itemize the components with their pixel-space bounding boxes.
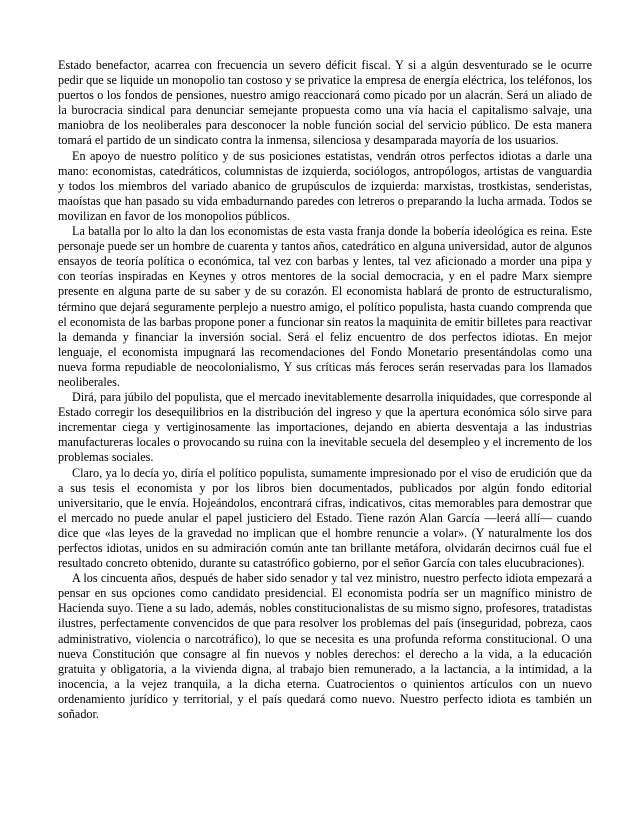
paragraph-4: Dirá, para júbilo del populista, que el mercado inevitablemente desarrolla iniquidades, que corresponde al Estado corregir los desequilibrios en la distribución del ingreso y que la apertura económica sólo sirve para incrementar ciega y vertiginosamente las importaciones, dejando en abierta desventaja a las industrias manufactureras locales o provocando su ruina con la inevitable secuela del desempleo y el incremento de los problemas sociales. [58, 390, 592, 465]
paragraph-5: Claro, ya lo decía yo, diría el político populista, sumamente impresionado por el viso de erudición que da a sus tesis el economista y por los libros bien documentados, publicados por algún fondo editorial universitario, que le envía. Hojeándolos, encontrará cifras, indicativos, citas memorables para demostrar que el mercado no puede anular el papel justiciero del Estado. Tiene razón Alan García —leerá allí— cuando dice que «las leyes de la gravedad no implican que el hombre renuncie a volar». (Y naturalmente los dos perfectos idiotas, unidos en su admiración común ante tan brillante metáfora, olvidarán decirnos cuál fue el resultado concreto obtenido, durante su catastrófico gobierno, por el señor García con tales elucubraciones). [58, 465, 592, 571]
paragraph-6: A los cincuenta años, después de haber sido senador y tal vez ministro, nuestro perfecto idiota empezará a pensar en sus opciones como candidato presidencial. El economista podría ser un magnífico ministro de Hacienda suyo. Tiene a su lado, además, nobles constitucionalistas de su mismo signo, profesores, tratadistas ilustres, perfectamente convencidos de que para resolver los problemas del país (inseguridad, pobreza, caos administrativo, violencia o narcotráfico), lo que se necesita es una profunda reforma constitucional. O una nueva Constitución que consagre al fin nuevos y nobles derechos: el derecho a la vida, a la educación gratuita y obligatoria, a la vivienda digna, al trabajo bien remunerado, a la lactancia, a la intimidad, a la inocencia, a la vejez tranquila, a la dicha eterna. Cuatrocientos o quinientos artículos con un nuevo ordenamiento jurídico y territorial, y el país quedará como nuevo. Nuestro perfecto idiota es también un soñador. [58, 571, 592, 722]
paragraph-3: La batalla por lo alto la dan los economistas de esta vasta franja donde la bobería ideológica es reina. Este personaje puede ser un hombre de cuarenta y tantos años, catedrático en alguna universidad, autor de algunos ensayos de teoría política o económica, tal vez con barbas y lentes, tal vez aficionado a morder una pipa y con teorías inspiradas en Keynes y otros mentores de la social democracia, y en el padre Marx siempre presente en alguna parte de su saber y de su corazón. El economista hablará de pronto de estructuralismo, término que dejará seguramente perplejo a nuestro amigo, el político populista, hasta cuando comprenda que el economista de las barbas propone poner a funcionar sin reatos la maquinita de emitir billetes para reactivar la demanda y financiar la inversión social. Será el feliz encuentro de dos perfectos idiotas. En mejor lenguaje, el economista impugnará las recomendaciones del Fondo Monetario presentándolas como una nueva forma repudiable de neocolonialismo, Y sus críticas más feroces serán reservadas para los llamados neoliberales. [58, 224, 592, 389]
paragraph-1: Estado benefactor, acarrea con frecuencia un severo déficit fiscal. Y si a algún desventurado se le ocurre pedir que se liquide un monopolio tan costoso y se privatice la empresa de energía eléctrica, los teléfonos, los puertos o los fondos de pensiones, nuestro amigo reaccionará como picado por un alacrán. Será un aliado de la burocracia sindical para denunciar semejante propuesta como una vía hacia el capitalismo salvaje, una maniobra de los neoliberales para desconocer la noble función social del servicio público. De esta manera tomará el partido de un sindicato contra la inmensa, silenciosa y desamparada mayoría de los usuarios. [58, 58, 592, 148]
paragraph-2: En apoyo de nuestro político y de sus posiciones estatistas, vendrán otros perfectos idiotas a darle una mano: economistas, catedráticos, columnistas de izquierda, sociólogos, antropólogos, artistas de vanguardia y todos los miembros del variado abanico de grupúsculos de izquierda: marxistas, trostkistas, senderistas, maoístas que han pasado su vida embadurnando paredes con letreros o preparando la lucha armada. Todos se movilizan en favor de los monopolios públicos. [58, 148, 592, 223]
document-page [58, 58, 592, 722]
